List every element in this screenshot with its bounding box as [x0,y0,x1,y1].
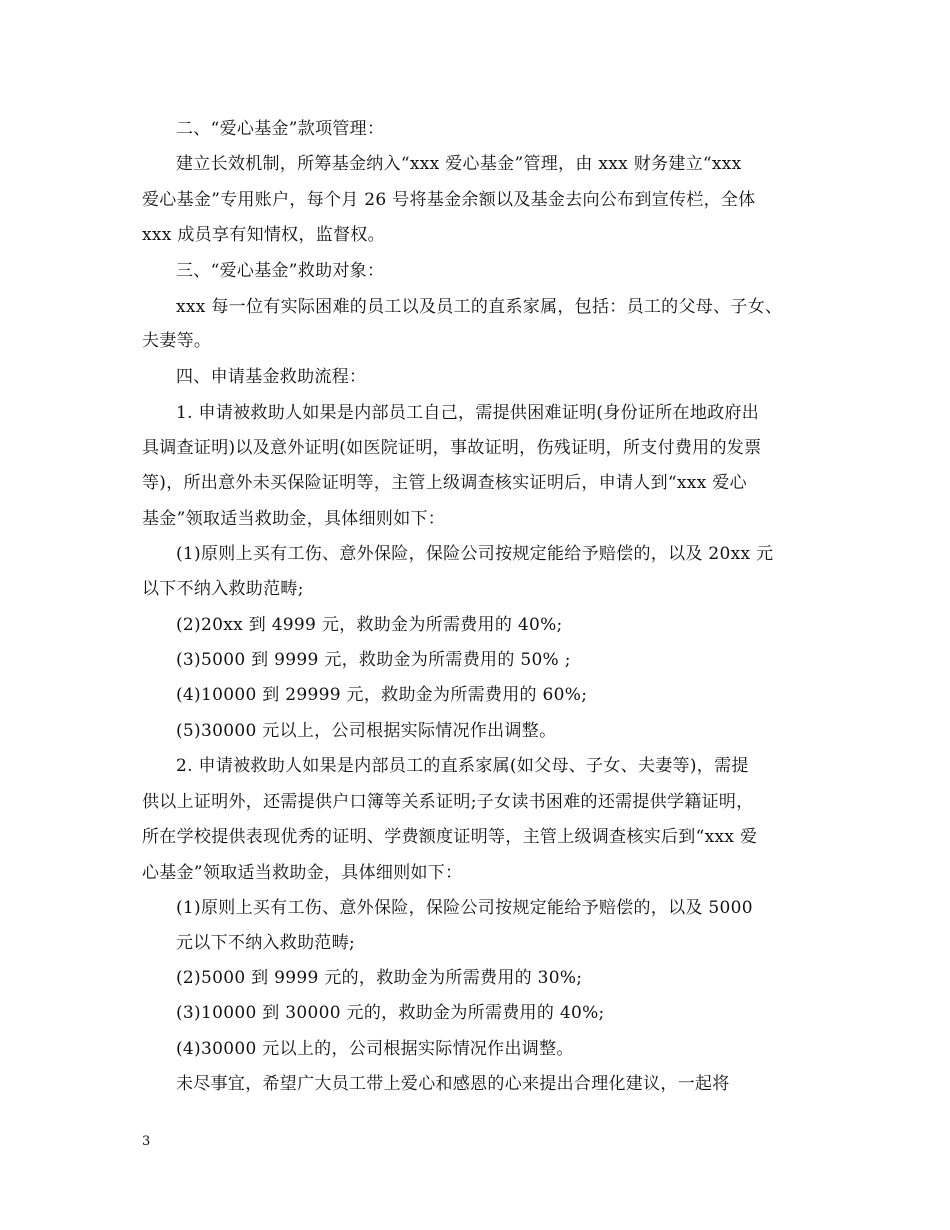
paragraph-line: 1. 申请被救助人如果是内部员工自己，需提供困难证明(身份证所在地政府出 [176,403,760,423]
list-item-continuation: 元以下不纳入救助范畴; [176,933,356,953]
paragraph-line: 所在学校提供表现优秀的证明、学费额度证明等，主管上级调查核实后到“xxx 爱 [142,827,758,847]
paragraph-line: 爱心基金”专用账户，每个月 26 号将基金余额以及基金去向公布到宣传栏，全体 [142,190,756,210]
paragraph-line: 夫妻等。 [142,331,212,351]
page-number: 3 [142,1134,151,1149]
list-item: (3)5000 到 9999 元，救助金为所需费用的 50% ; [176,650,571,670]
paragraph-line: 心基金”领取适当救助金，具体细则如下： [142,863,463,883]
section-heading-fund-management: 二、“爱心基金”款项管理： [176,119,385,139]
list-item: (1)原则上买有工伤、意外保险，保险公司按规定能给予赔偿的，以及 5000 [176,898,753,918]
paragraph-line: 供以上证明外，还需提供户口簿等关系证明;子女读书困难的还需提供学籍证明， [142,792,754,812]
paragraph-line: 建立长效机制，所筹基金纳入“xxx 爱心基金”管理，由 xxx 财务建立“xxx [176,154,742,174]
list-item: (3)10000 到 30000 元的，救助金为所需费用的 40%; [176,1003,605,1023]
list-item: (2)5000 到 9999 元的，救助金为所需费用的 30%; [176,968,583,988]
section-heading-aid-recipients: 三、“爱心基金”救助对象： [176,261,385,281]
section-heading-application-process: 四、申请基金救助流程： [176,367,367,387]
paragraph-line: 未尽事宜，希望广大员工带上爱心和感恩的心来提出合理化建议，一起将 [176,1074,730,1094]
paragraph-line: 等)，所出意外未买保险证明等，主管上级调查核实证明后，申请人到“xxx 爱心 [142,473,747,493]
list-item: (1)原则上买有工伤、意外保险，保险公司按规定能给予赔偿的，以及 20xx 元 [176,544,774,564]
list-item: (2)20xx 到 4999 元，救助金为所需费用的 40%; [176,615,563,635]
list-item: (4)10000 到 29999 元，救助金为所需费用的 60%; [176,685,588,705]
paragraph-line: 具调查证明)以及意外证明(如医院证明，事故证明，伤残证明，所支付费用的发票 [142,438,762,458]
paragraph-line: 基金”领取适当救助金，具体细则如下： [142,509,446,529]
paragraph-line: xxx 每一位有实际困难的员工以及员工的直系家属，包括：员工的父母、子女、 [176,297,783,317]
list-item: (5)30000 元以上，公司根据实际情况作出调整。 [176,721,557,741]
paragraph-line: 2. 申请被救助人如果是内部员工的直系家属(如父母、子女、夫妻等)，需提 [176,756,749,776]
paragraph-line: xxx 成员享有知情权，监督权。 [142,225,385,245]
list-item: (4)30000 元以上的，公司根据实际情况作出调整。 [176,1039,574,1059]
list-item-continuation: 以下不纳入救助范畴; [142,579,304,599]
